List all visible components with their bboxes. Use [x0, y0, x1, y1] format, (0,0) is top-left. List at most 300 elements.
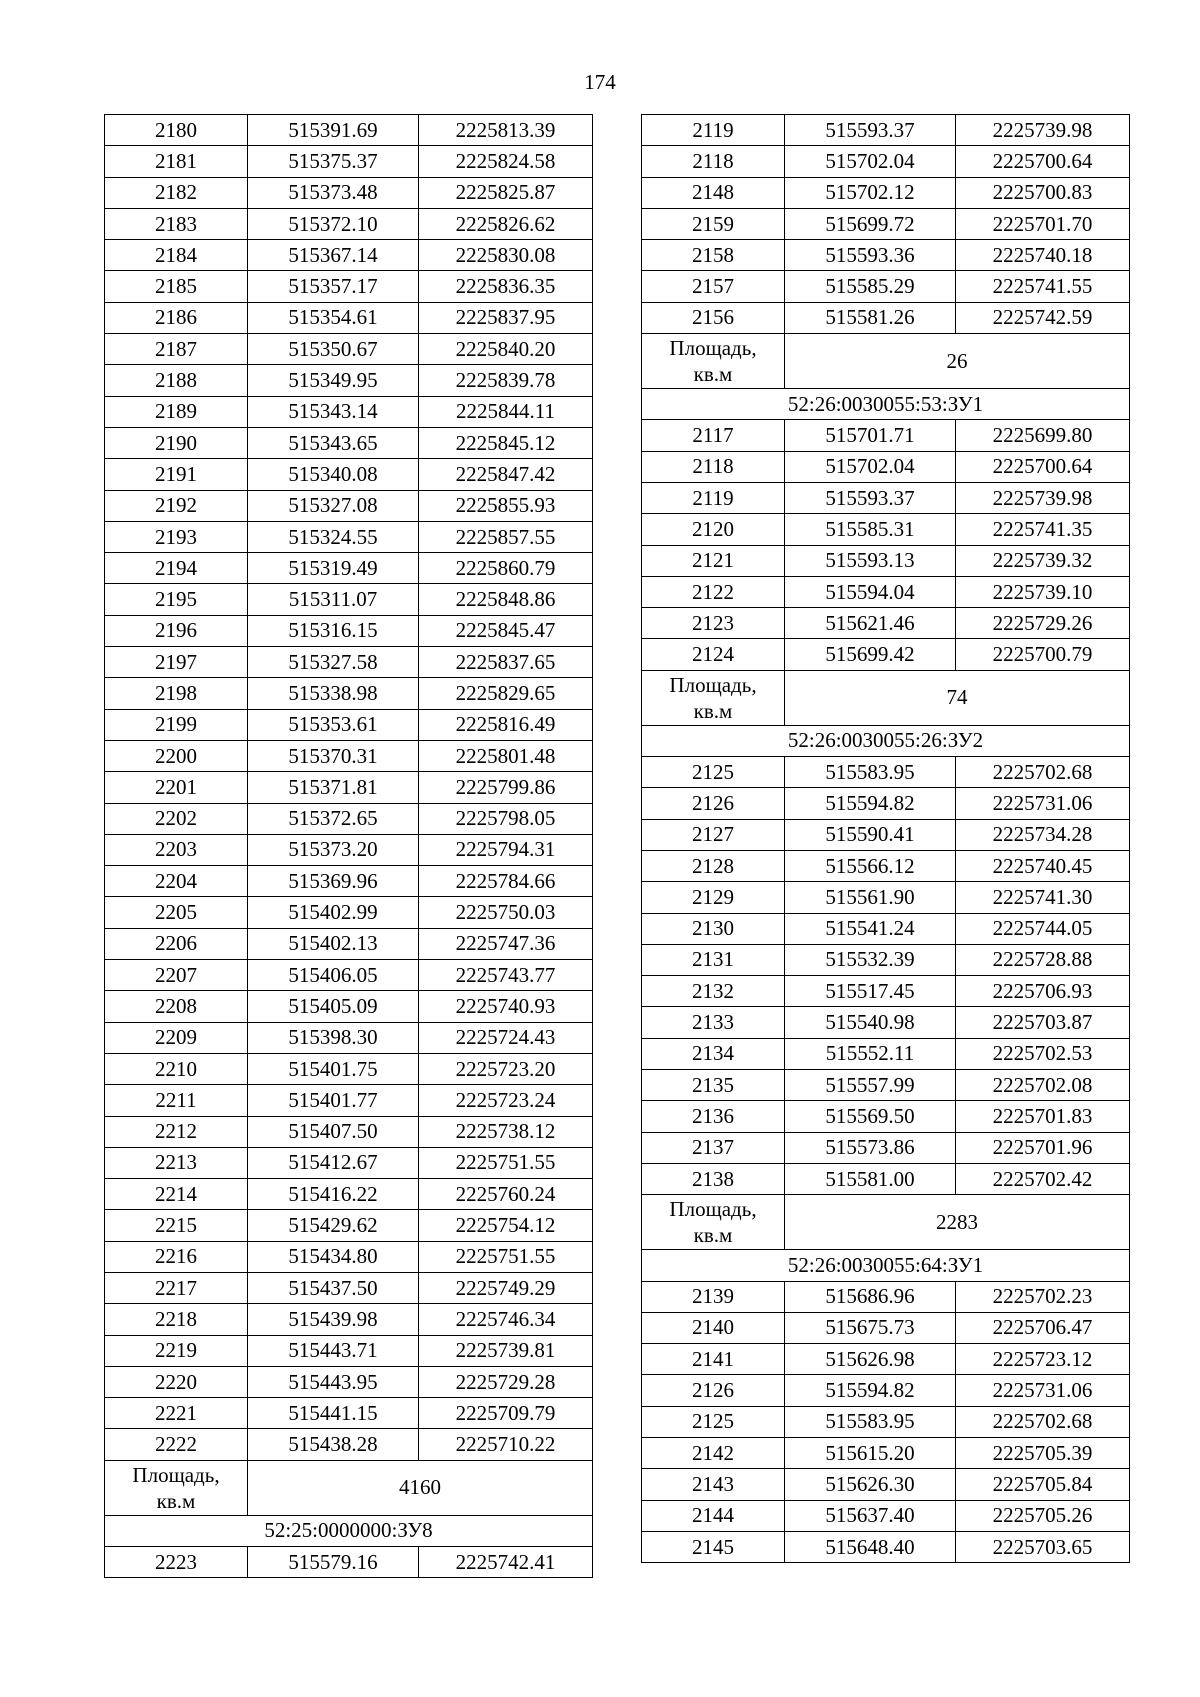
x-coordinate-cell: 515583.95: [785, 757, 956, 788]
table-row: [642, 1163, 1130, 1194]
y-coordinate-cell: 2225760.24: [419, 1179, 593, 1210]
y-coordinate-cell: 2225847.42: [419, 459, 593, 490]
table-row: [105, 1179, 593, 1210]
x-coordinate-cell: 515391.69: [248, 115, 419, 146]
x-coordinate-cell: 515569.50: [785, 1101, 956, 1132]
y-coordinate-cell: 2225746.34: [419, 1304, 593, 1335]
y-coordinate-cell: 2225702.53: [956, 1038, 1130, 1069]
table-row: [105, 1022, 593, 1053]
point-number-cell: 2222: [105, 1429, 248, 1460]
y-coordinate-cell: 2225701.96: [956, 1132, 1130, 1163]
point-number-cell: 2208: [105, 991, 248, 1022]
point-number-cell: 2193: [105, 521, 248, 552]
y-coordinate-cell: 2225749.29: [419, 1272, 593, 1303]
section-header-row: [642, 725, 1130, 756]
x-coordinate-cell: 515579.16: [248, 1547, 419, 1578]
y-coordinate-cell: 2225741.35: [956, 514, 1130, 545]
x-coordinate-cell: 515350.67: [248, 334, 419, 365]
point-number-cell: 2202: [105, 803, 248, 834]
table-row: [105, 365, 593, 396]
table-row: [105, 1335, 593, 1366]
x-coordinate-cell: 515357.17: [248, 271, 419, 302]
table-row: [105, 1272, 593, 1303]
table-row: [642, 1375, 1130, 1406]
table-row: [642, 1101, 1130, 1132]
x-coordinate-cell: 515443.71: [248, 1335, 419, 1366]
x-coordinate-cell: 515311.07: [248, 584, 419, 615]
table-row: [105, 459, 593, 490]
point-number-cell: 2132: [642, 976, 785, 1007]
y-coordinate-cell: 2225700.83: [956, 177, 1130, 208]
area-value: 74: [785, 670, 1130, 725]
x-coordinate-cell: 515372.10: [248, 208, 419, 239]
table-row: [105, 866, 593, 897]
cadastral-number: 52:25:0000000:ЗУ8: [105, 1515, 593, 1546]
point-number-cell: 2194: [105, 553, 248, 584]
table-row: [105, 678, 593, 709]
table-row: [642, 913, 1130, 944]
y-coordinate-cell: 2225794.31: [419, 834, 593, 865]
table-row: [105, 1147, 593, 1178]
point-number-cell: 2145: [642, 1531, 785, 1562]
x-coordinate-cell: 515593.36: [785, 240, 956, 271]
point-number-cell: 2157: [642, 271, 785, 302]
table-row: [642, 1070, 1130, 1101]
y-coordinate-cell: 2225839.78: [419, 365, 593, 396]
y-coordinate-cell: 2225734.28: [956, 819, 1130, 850]
point-number-cell: 2125: [642, 757, 785, 788]
x-coordinate-cell: 515532.39: [785, 944, 956, 975]
table-row: [642, 944, 1130, 975]
table-row: [642, 1531, 1130, 1562]
table-row: [642, 545, 1130, 576]
table-row: [105, 834, 593, 865]
y-coordinate-cell: 2225739.98: [956, 115, 1130, 146]
x-coordinate-cell: 515406.05: [248, 960, 419, 991]
y-coordinate-cell: 2225741.55: [956, 271, 1130, 302]
point-number-cell: 2223: [105, 1547, 248, 1578]
x-coordinate-cell: 515626.30: [785, 1469, 956, 1500]
point-number-cell: 2213: [105, 1147, 248, 1178]
point-number-cell: 2142: [642, 1437, 785, 1468]
x-coordinate-cell: 515367.14: [248, 240, 419, 271]
point-number-cell: 2140: [642, 1312, 785, 1343]
table-row: [642, 482, 1130, 513]
coordinates-table-left: [104, 114, 593, 1578]
area-value: 2283: [785, 1195, 1130, 1250]
table-row: [105, 553, 593, 584]
x-coordinate-cell: 515402.13: [248, 928, 419, 959]
y-coordinate-cell: 2225701.83: [956, 1101, 1130, 1132]
y-coordinate-cell: 2225740.18: [956, 240, 1130, 271]
x-coordinate-cell: 515324.55: [248, 521, 419, 552]
x-coordinate-cell: 515585.31: [785, 514, 956, 545]
y-coordinate-cell: 2225742.59: [956, 302, 1130, 333]
table-row: [642, 208, 1130, 239]
table-row: [642, 1437, 1130, 1468]
point-number-cell: 2129: [642, 882, 785, 913]
table-row: [105, 803, 593, 834]
point-number-cell: 2126: [642, 1375, 785, 1406]
y-coordinate-cell: 2225750.03: [419, 897, 593, 928]
table-row: [105, 271, 593, 302]
x-coordinate-cell: 515434.80: [248, 1241, 419, 1272]
point-number-cell: 2192: [105, 490, 248, 521]
point-number-cell: 2190: [105, 427, 248, 458]
table-row: [105, 115, 593, 146]
x-coordinate-cell: 515443.95: [248, 1366, 419, 1397]
table-row: [642, 115, 1130, 146]
x-coordinate-cell: 515593.37: [785, 115, 956, 146]
x-coordinate-cell: 515401.77: [248, 1085, 419, 1116]
table-row: [642, 1038, 1130, 1069]
point-number-cell: 2186: [105, 302, 248, 333]
y-coordinate-cell: 2225816.49: [419, 709, 593, 740]
x-coordinate-cell: 515429.62: [248, 1210, 419, 1241]
area-label: Площадь, кв.м: [642, 670, 785, 725]
area-row: [642, 1195, 1130, 1250]
point-number-cell: 2138: [642, 1163, 785, 1194]
x-coordinate-cell: 515416.22: [248, 1179, 419, 1210]
x-coordinate-cell: 515557.99: [785, 1070, 956, 1101]
table-row: [105, 177, 593, 208]
table-row: [642, 1132, 1130, 1163]
point-number-cell: 2181: [105, 146, 248, 177]
table-row: [105, 1429, 593, 1460]
x-coordinate-cell: 515593.37: [785, 482, 956, 513]
y-coordinate-cell: 2225729.28: [419, 1366, 593, 1397]
y-coordinate-cell: 2225751.55: [419, 1241, 593, 1272]
table-row: [642, 788, 1130, 819]
x-coordinate-cell: 515437.50: [248, 1272, 419, 1303]
point-number-cell: 2124: [642, 639, 785, 670]
table-row: [105, 146, 593, 177]
table-row: [105, 1547, 593, 1578]
table-row: [642, 1406, 1130, 1437]
y-coordinate-cell: 2225703.65: [956, 1531, 1130, 1562]
table-row: [105, 615, 593, 646]
table-row: [642, 514, 1130, 545]
table-row: [105, 1210, 593, 1241]
point-number-cell: 2219: [105, 1335, 248, 1366]
y-coordinate-cell: 2225813.39: [419, 115, 593, 146]
x-coordinate-cell: 515594.82: [785, 1375, 956, 1406]
point-number-cell: 2144: [642, 1500, 785, 1531]
point-number-cell: 2121: [642, 545, 785, 576]
table-row: [105, 240, 593, 271]
area-row: [642, 670, 1130, 725]
y-coordinate-cell: 2225702.68: [956, 757, 1130, 788]
x-coordinate-cell: 515615.20: [785, 1437, 956, 1468]
point-number-cell: 2196: [105, 615, 248, 646]
point-number-cell: 2199: [105, 709, 248, 740]
x-coordinate-cell: 515369.96: [248, 866, 419, 897]
x-coordinate-cell: 515648.40: [785, 1531, 956, 1562]
y-coordinate-cell: 2225829.65: [419, 678, 593, 709]
y-coordinate-cell: 2225705.26: [956, 1500, 1130, 1531]
page-number: 174: [584, 70, 616, 94]
area-row: [642, 334, 1130, 389]
table-row: [642, 976, 1130, 1007]
point-number-cell: 2134: [642, 1038, 785, 1069]
x-coordinate-cell: 515353.61: [248, 709, 419, 740]
area-value: 26: [785, 334, 1130, 389]
y-coordinate-cell: 2225826.62: [419, 208, 593, 239]
x-coordinate-cell: 515702.04: [785, 451, 956, 482]
point-number-cell: 2216: [105, 1241, 248, 1272]
point-number-cell: 2117: [642, 420, 785, 451]
table-row: [105, 1366, 593, 1397]
y-coordinate-cell: 2225729.26: [956, 608, 1130, 639]
x-coordinate-cell: 515401.75: [248, 1053, 419, 1084]
table-row: [105, 396, 593, 427]
point-number-cell: 2136: [642, 1101, 785, 1132]
point-number-cell: 2120: [642, 514, 785, 545]
point-number-cell: 2127: [642, 819, 785, 850]
y-coordinate-cell: 2225754.12: [419, 1210, 593, 1241]
x-coordinate-cell: 515637.40: [785, 1500, 956, 1531]
area-label: Площадь, кв.м: [105, 1460, 248, 1515]
table-row: [105, 897, 593, 928]
y-coordinate-cell: 2225855.93: [419, 490, 593, 521]
x-coordinate-cell: 515675.73: [785, 1312, 956, 1343]
table-row: [642, 420, 1130, 451]
point-number-cell: 2221: [105, 1398, 248, 1429]
point-number-cell: 2201: [105, 772, 248, 803]
y-coordinate-cell: 2225798.05: [419, 803, 593, 834]
x-coordinate-cell: 515439.98: [248, 1304, 419, 1335]
x-coordinate-cell: 515373.20: [248, 834, 419, 865]
point-number-cell: 2128: [642, 850, 785, 881]
x-coordinate-cell: 515412.67: [248, 1147, 419, 1178]
y-coordinate-cell: 2225857.55: [419, 521, 593, 552]
table-row: [105, 772, 593, 803]
point-number-cell: 2156: [642, 302, 785, 333]
x-coordinate-cell: 515566.12: [785, 850, 956, 881]
y-coordinate-cell: 2225740.93: [419, 991, 593, 1022]
y-coordinate-cell: 2225705.39: [956, 1437, 1130, 1468]
x-coordinate-cell: 515327.08: [248, 490, 419, 521]
x-coordinate-cell: 515340.08: [248, 459, 419, 490]
point-number-cell: 2198: [105, 678, 248, 709]
x-coordinate-cell: 515402.99: [248, 897, 419, 928]
x-coordinate-cell: 515581.26: [785, 302, 956, 333]
table-row: [642, 302, 1130, 333]
point-number-cell: 2220: [105, 1366, 248, 1397]
table-row: [642, 1469, 1130, 1500]
table-row: [105, 1085, 593, 1116]
point-number-cell: 2130: [642, 913, 785, 944]
area-row: [105, 1460, 593, 1515]
coordinates-table-right-body: [642, 115, 1130, 1563]
table-row: [105, 647, 593, 678]
x-coordinate-cell: 515441.15: [248, 1398, 419, 1429]
x-coordinate-cell: 515552.11: [785, 1038, 956, 1069]
y-coordinate-cell: 2225837.95: [419, 302, 593, 333]
x-coordinate-cell: 515699.42: [785, 639, 956, 670]
table-row: [105, 1398, 593, 1429]
y-coordinate-cell: 2225706.93: [956, 976, 1130, 1007]
y-coordinate-cell: 2225747.36: [419, 928, 593, 959]
table-row: [642, 451, 1130, 482]
point-number-cell: 2118: [642, 146, 785, 177]
table-row: [105, 960, 593, 991]
area-label: Площадь, кв.м: [642, 1195, 785, 1250]
point-number-cell: 2210: [105, 1053, 248, 1084]
x-coordinate-cell: 515370.31: [248, 740, 419, 771]
coordinates-table-left-body: [105, 115, 593, 1578]
y-coordinate-cell: 2225703.87: [956, 1007, 1130, 1038]
y-coordinate-cell: 2225740.45: [956, 850, 1130, 881]
point-number-cell: 2158: [642, 240, 785, 271]
y-coordinate-cell: 2225702.08: [956, 1070, 1130, 1101]
point-number-cell: 2118: [642, 451, 785, 482]
point-number-cell: 2200: [105, 740, 248, 771]
cadastral-number: 52:26:0030055:26:ЗУ2: [642, 725, 1130, 756]
table-row: [105, 928, 593, 959]
y-coordinate-cell: 2225728.88: [956, 944, 1130, 975]
table-row: [105, 740, 593, 771]
point-number-cell: 2203: [105, 834, 248, 865]
x-coordinate-cell: 515343.14: [248, 396, 419, 427]
point-number-cell: 2133: [642, 1007, 785, 1038]
area-label: Площадь, кв.м: [642, 334, 785, 389]
y-coordinate-cell: 2225702.68: [956, 1406, 1130, 1437]
table-row: [642, 639, 1130, 670]
y-coordinate-cell: 2225738.12: [419, 1116, 593, 1147]
point-number-cell: 2139: [642, 1281, 785, 1312]
x-coordinate-cell: 515373.48: [248, 177, 419, 208]
x-coordinate-cell: 515621.46: [785, 608, 956, 639]
y-coordinate-cell: 2225706.47: [956, 1312, 1130, 1343]
cadastral-number: 52:26:0030055:64:ЗУ1: [642, 1250, 1130, 1281]
y-coordinate-cell: 2225739.98: [956, 482, 1130, 513]
y-coordinate-cell: 2225742.41: [419, 1547, 593, 1578]
table-row: [105, 334, 593, 365]
point-number-cell: 2217: [105, 1272, 248, 1303]
y-coordinate-cell: 2225723.24: [419, 1085, 593, 1116]
table-row: [642, 1007, 1130, 1038]
table-row: [105, 302, 593, 333]
table-row: [642, 240, 1130, 271]
table-row: [642, 177, 1130, 208]
y-coordinate-cell: 2225848.86: [419, 584, 593, 615]
x-coordinate-cell: 515327.58: [248, 647, 419, 678]
y-coordinate-cell: 2225701.70: [956, 208, 1130, 239]
table-row: [105, 1304, 593, 1335]
cadastral-number: 52:26:0030055:53:ЗУ1: [642, 389, 1130, 420]
table-row: [642, 1344, 1130, 1375]
point-number-cell: 2123: [642, 608, 785, 639]
point-number-cell: 2137: [642, 1132, 785, 1163]
y-coordinate-cell: 2225840.20: [419, 334, 593, 365]
section-header-row: [642, 1250, 1130, 1281]
point-number-cell: 2215: [105, 1210, 248, 1241]
point-number-cell: 2159: [642, 208, 785, 239]
table-row: [105, 584, 593, 615]
point-number-cell: 2148: [642, 177, 785, 208]
point-number-cell: 2205: [105, 897, 248, 928]
table-row: [642, 1312, 1130, 1343]
point-number-cell: 2191: [105, 459, 248, 490]
point-number-cell: 2207: [105, 960, 248, 991]
point-number-cell: 2180: [105, 115, 248, 146]
y-coordinate-cell: 2225700.64: [956, 146, 1130, 177]
x-coordinate-cell: 515626.98: [785, 1344, 956, 1375]
point-number-cell: 2211: [105, 1085, 248, 1116]
x-coordinate-cell: 515540.98: [785, 1007, 956, 1038]
point-number-cell: 2204: [105, 866, 248, 897]
y-coordinate-cell: 2225860.79: [419, 553, 593, 584]
area-value: 4160: [248, 1460, 593, 1515]
point-number-cell: 2182: [105, 177, 248, 208]
table-row: [642, 608, 1130, 639]
table-row: [642, 882, 1130, 913]
table-row: [105, 427, 593, 458]
y-coordinate-cell: 2225739.81: [419, 1335, 593, 1366]
y-coordinate-cell: 2225741.30: [956, 882, 1130, 913]
y-coordinate-cell: 2225844.11: [419, 396, 593, 427]
point-number-cell: 2197: [105, 647, 248, 678]
table-row: [642, 757, 1130, 788]
point-number-cell: 2125: [642, 1406, 785, 1437]
y-coordinate-cell: 2225830.08: [419, 240, 593, 271]
table-row: [642, 1500, 1130, 1531]
point-number-cell: 2141: [642, 1344, 785, 1375]
x-coordinate-cell: 515338.98: [248, 678, 419, 709]
x-coordinate-cell: 515541.24: [785, 913, 956, 944]
y-coordinate-cell: 2225700.79: [956, 639, 1130, 670]
y-coordinate-cell: 2225702.23: [956, 1281, 1130, 1312]
point-number-cell: 2119: [642, 482, 785, 513]
section-header-row: [105, 1515, 593, 1546]
x-coordinate-cell: 515701.71: [785, 420, 956, 451]
y-coordinate-cell: 2225799.86: [419, 772, 593, 803]
y-coordinate-cell: 2225744.05: [956, 913, 1130, 944]
point-number-cell: 2187: [105, 334, 248, 365]
y-coordinate-cell: 2225743.77: [419, 960, 593, 991]
y-coordinate-cell: 2225723.12: [956, 1344, 1130, 1375]
x-coordinate-cell: 515594.82: [785, 788, 956, 819]
x-coordinate-cell: 515372.65: [248, 803, 419, 834]
table-row: [105, 1053, 593, 1084]
point-number-cell: 2184: [105, 240, 248, 271]
x-coordinate-cell: 515354.61: [248, 302, 419, 333]
y-coordinate-cell: 2225784.66: [419, 866, 593, 897]
x-coordinate-cell: 515590.41: [785, 819, 956, 850]
table-row: [105, 490, 593, 521]
y-coordinate-cell: 2225699.80: [956, 420, 1130, 451]
y-coordinate-cell: 2225825.87: [419, 177, 593, 208]
y-coordinate-cell: 2225724.43: [419, 1022, 593, 1053]
point-number-cell: 2212: [105, 1116, 248, 1147]
y-coordinate-cell: 2225731.06: [956, 788, 1130, 819]
point-number-cell: 2206: [105, 928, 248, 959]
x-coordinate-cell: 515343.65: [248, 427, 419, 458]
table-row: [642, 1281, 1130, 1312]
y-coordinate-cell: 2225705.84: [956, 1469, 1130, 1500]
x-coordinate-cell: 515573.86: [785, 1132, 956, 1163]
point-number-cell: 2195: [105, 584, 248, 615]
x-coordinate-cell: 515375.37: [248, 146, 419, 177]
table-row: [105, 709, 593, 740]
y-coordinate-cell: 2225710.22: [419, 1429, 593, 1460]
x-coordinate-cell: 515699.72: [785, 208, 956, 239]
y-coordinate-cell: 2225739.32: [956, 545, 1130, 576]
y-coordinate-cell: 2225845.47: [419, 615, 593, 646]
table-row: [642, 850, 1130, 881]
section-header-row: [642, 389, 1130, 420]
